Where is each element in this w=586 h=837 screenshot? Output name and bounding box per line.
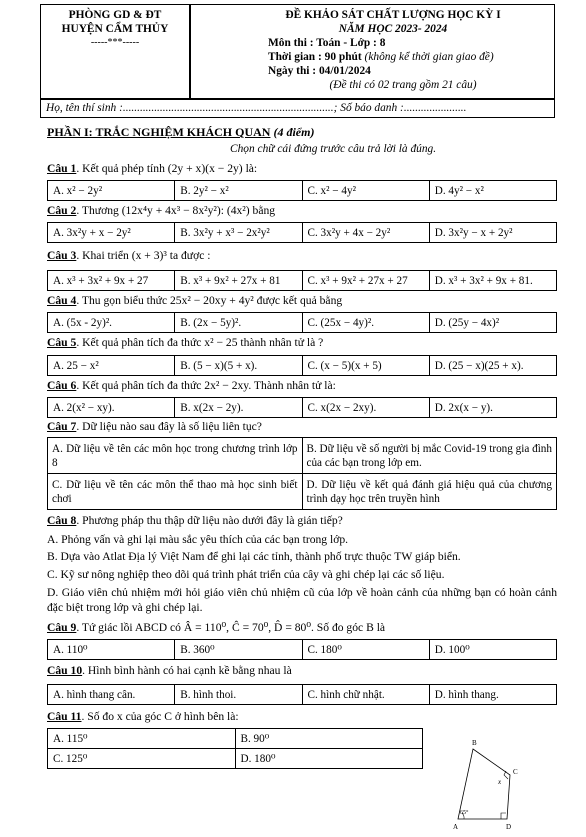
answer-d[interactable]: D. Giáo viên chủ nhiệm mới hỏi giáo viên chủ nhiệm cũ của lớp về hoàn cảnh của những bạn có hoàn cảnh đặc biệt trong lớp và ghi chép lại. xyxy=(47,586,557,614)
vertex-a-label: A xyxy=(453,823,459,831)
answer-b[interactable]: B. x(2x − 2y). xyxy=(175,398,302,418)
question-8 xyxy=(47,514,343,527)
angle-a-value: 65° xyxy=(460,810,469,816)
vertex-b-label: B xyxy=(472,739,477,747)
question-1 xyxy=(47,162,257,175)
answer-b[interactable]: B. 90⁰ xyxy=(235,729,423,749)
answer-d[interactable]: D. hình thang. xyxy=(429,685,556,705)
answer-c[interactable]: C. 3x²y + 4x − 2y² xyxy=(302,223,429,243)
question-6 xyxy=(47,379,336,392)
answer-a[interactable]: A. Dữ liệu về tên các môn học trong chương trình lớp 8 xyxy=(48,438,303,474)
answer-a[interactable]: A. (5x - 2y)². xyxy=(48,313,175,333)
question-number: Câu 1 xyxy=(47,162,77,175)
answer-a[interactable]: A. 2(x² − xy). xyxy=(48,398,175,418)
answer-a[interactable]: A. x³ + 3x² + 9x + 27 xyxy=(48,271,175,291)
answer-c[interactable]: C. x³ + 9x² + 27x + 27 xyxy=(302,271,429,291)
q1-answers xyxy=(47,180,557,201)
answer-c[interactable]: C. x² − 4y² xyxy=(302,181,429,201)
q7-answers xyxy=(47,437,557,510)
subject-line: Môn thi : Toán - Lớp : 8 xyxy=(268,37,386,49)
answer-c[interactable]: C. Dữ liệu về tên các môn thể thao mà học sinh biết chơi xyxy=(48,474,303,510)
question-number: Câu 5 xyxy=(47,336,77,349)
question-number: Câu 6 xyxy=(47,379,77,392)
question-11 xyxy=(47,710,239,723)
question-9 xyxy=(47,620,385,634)
answer-d[interactable]: D. 2x(x − y). xyxy=(429,398,556,418)
q2-answers xyxy=(47,222,557,243)
question-number: Câu 9 xyxy=(47,621,77,634)
answer-b[interactable]: B. 360⁰ xyxy=(175,640,302,660)
answer-c[interactable]: C. Kỹ sư nông nghiệp theo dõi quá trình phát triển của cây và ghi chép lại các số liệu. xyxy=(47,568,445,581)
vertex-d-label: D xyxy=(506,823,512,831)
school-year: NĂM HỌC 2023- 2024 xyxy=(338,23,448,35)
question-number: Câu 8 xyxy=(47,514,77,527)
header-separator: -----***----- xyxy=(90,37,140,48)
question-number: Câu 7 xyxy=(47,420,77,433)
question-number: Câu 11 xyxy=(47,710,82,723)
question-text: . Dữ liệu nào sau đây là số liệu liên tục? xyxy=(76,420,262,433)
q10-answers xyxy=(47,684,557,705)
answer-c[interactable]: C. hình chữ nhật. xyxy=(302,685,429,705)
answer-a[interactable]: A. 110⁰ xyxy=(48,640,175,660)
answer-c[interactable]: C. (25x − 4y)². xyxy=(302,313,429,333)
answer-c[interactable]: C. 180⁰ xyxy=(302,640,429,660)
question-text: . Kết quả phép tính (2y + x)(x − 2y) là: xyxy=(76,162,258,175)
question-text: . Kết quả phân tích đa thức 2x² − 2xy. Thành nhân tử là: xyxy=(76,379,336,392)
duration-note: (không kể thời gian giao đề) xyxy=(364,51,494,63)
question-text: . Phương pháp thu thập dữ liệu nào dưới đây là gián tiếp? xyxy=(76,514,343,527)
exam-date: Ngày thi : 04/01/2024 xyxy=(268,65,371,77)
answer-d[interactable]: D. 100⁰ xyxy=(429,640,556,660)
answer-a[interactable]: A. hình thang cân. xyxy=(48,685,175,705)
answer-b[interactable]: B. x³ + 9x² + 27x + 81 xyxy=(175,271,302,291)
question-number: Câu 2 xyxy=(47,204,77,217)
answer-a[interactable]: A. 3x²y + x − 2y² xyxy=(48,223,175,243)
question-text: . Thương (12x⁴y + 4x³ − 8x²y²): (4x²) bằng xyxy=(76,204,276,217)
question-4 xyxy=(47,294,342,307)
answer-c[interactable]: C. x(2x − 2xy). xyxy=(302,398,429,418)
question-number: Câu 3 xyxy=(47,249,77,262)
answer-d[interactable]: D. x³ + 3x² + 9x + 81. xyxy=(429,271,556,291)
answer-a[interactable]: A. 115⁰ xyxy=(48,729,236,749)
district-name: HUYỆN CẨM THỦY xyxy=(61,23,169,35)
question-text: . Khai triển (x + 3)³ ta được : xyxy=(76,249,211,262)
q5-answers xyxy=(47,355,557,376)
quadrilateral-figure xyxy=(440,735,540,833)
answer-d[interactable]: D. 180⁰ xyxy=(235,749,423,769)
part1-instruction: Chọn chữ cái đứng trước câu trả lời là đúng. xyxy=(230,143,437,155)
q11-answers xyxy=(47,728,423,769)
answer-c[interactable]: C. (x − 5)(x + 5) xyxy=(302,356,429,376)
answer-b[interactable]: B. (2x − 5y)². xyxy=(175,313,302,333)
question-text: . Hình bình hành có hai cạnh kề bằng nhau là xyxy=(82,664,292,677)
exam-title: ĐỀ KHẢO SÁT CHẤT LƯỢNG HỌC KỲ I xyxy=(285,9,501,21)
question-5 xyxy=(47,336,323,349)
answer-a[interactable]: A. x² − 2y² xyxy=(48,181,175,201)
answer-d[interactable]: D. Dữ liệu về kết quả đánh giá hiệu quả của chương trình dạy học trên truyền hình xyxy=(302,474,557,510)
answer-b[interactable]: B. hình thoi. xyxy=(175,685,302,705)
duration-line xyxy=(240,50,546,64)
answer-d[interactable]: D. (25 − x)(25 + x). xyxy=(429,356,556,376)
header-right xyxy=(240,6,546,99)
question-number: Câu 4 xyxy=(47,294,77,307)
question-text: . Số đo x của góc C ở hình bên là: xyxy=(81,710,239,723)
question-3 xyxy=(47,249,210,262)
q3-answers xyxy=(47,270,557,291)
department-name: PHÒNG GD & ĐT xyxy=(68,9,162,21)
student-name-line: Họ, tên thí sinh :..........................................................................; Số báo danh :...................... xyxy=(46,102,467,114)
answer-d[interactable]: D. (25y − 4x)² xyxy=(429,313,556,333)
q4-answers xyxy=(47,312,557,333)
answer-b[interactable]: B. Dựa vào Atlat Địa lý Việt Nam để ghi lại các tỉnh, thành phố trực thuộc TW giáp biển. xyxy=(47,550,461,563)
part1-title: PHẦN I: TRẮC NGHIỆM KHÁCH QUAN xyxy=(47,125,271,139)
question-2 xyxy=(47,204,275,217)
answer-b[interactable]: B. 3x²y + x³ − 2x²y² xyxy=(175,223,302,243)
answer-b[interactable]: B. 2y² − x² xyxy=(175,181,302,201)
part1-heading xyxy=(47,125,314,140)
q6-answers xyxy=(47,397,557,418)
right-angle-d-mark xyxy=(501,813,506,819)
angle-x-label: x xyxy=(498,778,502,786)
question-7 xyxy=(47,420,262,433)
answer-d[interactable]: D. 3x²y − x + 2y² xyxy=(429,223,556,243)
pages-note: (Đề thi có 02 trang gồm 21 câu) xyxy=(329,79,477,91)
q9-answers xyxy=(47,639,557,660)
vertex-c-label: C xyxy=(513,768,518,776)
answer-d[interactable]: D. 4y² − x² xyxy=(429,181,556,201)
part1-points: (4 điểm) xyxy=(273,125,315,139)
question-10 xyxy=(47,664,292,677)
quadrilateral-shape xyxy=(458,749,510,819)
answer-c[interactable]: C. 125⁰ xyxy=(48,749,236,769)
duration-label: Thời gian : 90 phút xyxy=(268,51,362,63)
question-text: . Thu gọn biểu thức 25x² − 20xy + 4y² được kết quả bằng xyxy=(76,294,343,307)
answer-b[interactable]: B. (5 − x)(5 + x). xyxy=(175,356,302,376)
question-text: . Tứ giác lồi ABCD có Â = 110⁰, Ĉ = 70⁰, D̂ = 80⁰. Số đo góc B là xyxy=(76,621,386,634)
question-number: Câu 10 xyxy=(47,664,83,677)
answer-b[interactable]: B. Dữ liệu về số người bị mắc Covid-19 trong gia đình của các bạn trong lớp em. xyxy=(302,438,557,474)
answer-a[interactable]: A. 25 − x² xyxy=(48,356,175,376)
answer-a[interactable]: A. Phỏng vấn và ghi lại màu sắc yêu thích của các bạn trong lớp. xyxy=(47,533,349,546)
question-text: . Kết quả phân tích đa thức x² − 25 thành nhân tử là ? xyxy=(76,336,324,349)
header-left xyxy=(40,6,190,99)
